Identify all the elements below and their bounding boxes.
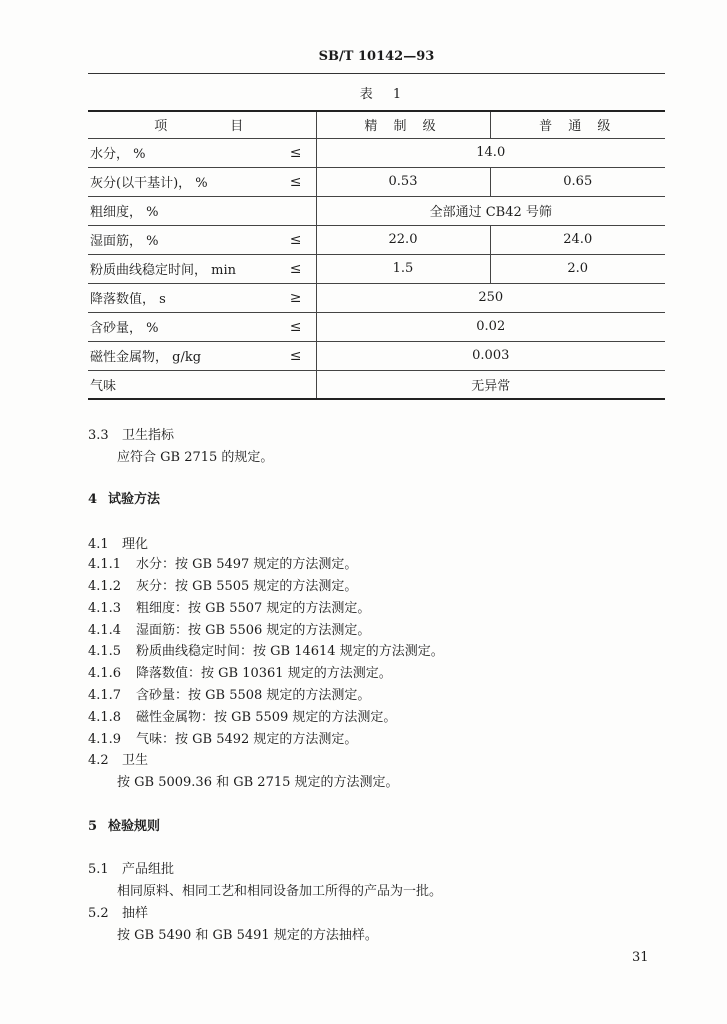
table-caption: 表 1	[359, 87, 402, 102]
standard-code-header: SB/T 10142—93	[318, 49, 435, 64]
item-label: 水分， %	[90, 147, 146, 162]
row-fineness	[88, 196, 665, 225]
clause-number: 4.1.8	[88, 710, 122, 725]
clause-4-1-7	[88, 687, 370, 705]
clause-number: 4.1.3	[88, 601, 122, 616]
item-label: 磁性金属物， g/kg	[90, 350, 202, 365]
col-header-ordinary-grade: 普 通 级	[490, 111, 665, 138]
comparison-operator: ≤	[289, 347, 302, 364]
section-4-heading	[88, 491, 160, 509]
clause-4-1-1	[88, 556, 357, 574]
item-cell	[88, 138, 316, 167]
value-merged: 0.003	[316, 341, 665, 370]
section-number: 4.2	[88, 753, 109, 768]
item-label: 降落数值， s	[90, 292, 166, 307]
item-label: 粗细度， %	[90, 205, 159, 220]
value-ordinary: 2.0	[490, 254, 665, 283]
item-label: 灰分(以干基计)， %	[90, 176, 208, 191]
item-cell	[88, 341, 316, 370]
section-number: 5.2	[88, 906, 109, 921]
clause-text: 降落数值：按 GB 10361 规定的方法测定。	[136, 666, 392, 681]
value-refined: 0.53	[316, 167, 490, 196]
clause-number: 4.1.4	[88, 623, 122, 638]
row-magnetic-metal	[88, 341, 665, 370]
item-label: 湿面筋， %	[90, 234, 159, 249]
item-cell	[88, 225, 316, 254]
clause-number: 4.1.5	[88, 644, 122, 659]
table-header-row	[88, 111, 665, 138]
value-merged: 全部通过 CB42 号筛	[316, 196, 665, 225]
col-header-refined-grade: 精 制 级	[316, 111, 490, 138]
clause-4-1-4	[88, 622, 370, 640]
section-5-1-heading	[88, 861, 174, 879]
section-5-2-text: 按 GB 5490 和 GB 5491 规定的方法抽样。	[117, 928, 378, 943]
spec-table	[88, 110, 665, 400]
section-title: 试验方法	[108, 492, 161, 507]
comparison-operator: ≤	[289, 260, 302, 277]
clause-text: 含砂量：按 GB 5508 规定的方法测定。	[136, 688, 371, 703]
col-header-item: 项 目	[88, 111, 316, 138]
clause-4-1-3	[88, 600, 370, 618]
section-title: 卫生指标	[122, 428, 175, 443]
value-merged: 14.0	[316, 138, 665, 167]
clause-4-1-8	[88, 709, 396, 727]
value-refined: 22.0	[316, 225, 490, 254]
section-3-3-heading	[88, 427, 174, 445]
item-cell	[88, 283, 316, 312]
comparison-operator: ≤	[289, 318, 302, 335]
clause-4-1-6	[88, 665, 392, 683]
section-number: 5	[88, 819, 98, 834]
value-merged: 无异常	[316, 370, 665, 399]
section-number: 4.1	[88, 537, 109, 552]
clause-4-1-5	[88, 643, 444, 661]
clause-text: 粗细度：按 GB 5507 规定的方法测定。	[136, 601, 371, 616]
section-title: 检验规则	[108, 819, 161, 834]
clause-number: 4.1.7	[88, 688, 122, 703]
section-5-2-heading	[88, 905, 148, 923]
section-4-2-text: 按 GB 5009.36 和 GB 2715 规定的方法测定。	[117, 775, 399, 790]
section-number: 5.1	[88, 862, 109, 877]
row-falling-number	[88, 283, 665, 312]
item-cell	[88, 312, 316, 341]
item-cell	[88, 167, 316, 196]
clause-number: 4.1.1	[88, 557, 122, 572]
value-refined: 1.5	[316, 254, 490, 283]
section-number: 4	[88, 492, 98, 507]
clause-4-1-2	[88, 578, 357, 596]
page-number: 31	[632, 950, 649, 965]
item-cell	[88, 254, 316, 283]
comparison-operator: ≤	[289, 144, 302, 161]
row-sand-content	[88, 312, 665, 341]
value-merged: 250	[316, 283, 665, 312]
clause-number: 4.1.9	[88, 732, 122, 747]
clause-number: 4.1.2	[88, 579, 122, 594]
clause-text: 磁性金属物：按 GB 5509 规定的方法测定。	[136, 710, 397, 725]
section-title: 理化	[122, 537, 149, 552]
section-title: 卫生	[122, 753, 149, 768]
item-label: 含砂量， %	[90, 321, 159, 336]
section-4-1-heading	[88, 536, 148, 554]
section-4-2-heading	[88, 752, 148, 770]
item-label: 粉质曲线稳定时间， min	[90, 263, 236, 278]
clause-text: 水分：按 GB 5497 规定的方法测定。	[136, 557, 358, 572]
value-ordinary: 0.65	[490, 167, 665, 196]
clause-text: 灰分：按 GB 5505 规定的方法测定。	[136, 579, 358, 594]
comparison-operator: ≤	[289, 231, 302, 248]
row-moisture	[88, 138, 665, 167]
value-ordinary: 24.0	[490, 225, 665, 254]
section-title: 抽样	[122, 906, 149, 921]
clause-text: 气味：按 GB 5492 规定的方法测定。	[136, 732, 358, 747]
row-ash	[88, 167, 665, 196]
clause-4-1-9	[88, 731, 357, 749]
item-cell	[88, 196, 316, 225]
section-3-3-text: 应符合 GB 2715 的规定。	[117, 450, 274, 465]
section-title: 产品组批	[122, 862, 175, 877]
item-label: 气味	[90, 378, 117, 394]
section-number: 3.3	[88, 428, 109, 443]
comparison-operator: ≥	[289, 289, 302, 306]
clause-text: 湿面筋：按 GB 5506 规定的方法测定。	[136, 623, 371, 638]
comparison-operator: ≤	[289, 173, 302, 190]
clause-number: 4.1.6	[88, 666, 122, 681]
clause-text: 粉质曲线稳定时间：按 GB 14614 规定的方法测定。	[136, 644, 444, 659]
section-5-1-text: 相同原料、相同工艺和相同设备加工所得的产品为一批。	[117, 884, 443, 899]
row-farinograph-stability	[88, 254, 665, 283]
header-rule	[88, 73, 665, 74]
section-5-heading	[88, 818, 160, 836]
row-wet-gluten	[88, 225, 665, 254]
item-cell	[88, 370, 316, 399]
value-merged: 0.02	[316, 312, 665, 341]
row-odor	[88, 370, 665, 399]
